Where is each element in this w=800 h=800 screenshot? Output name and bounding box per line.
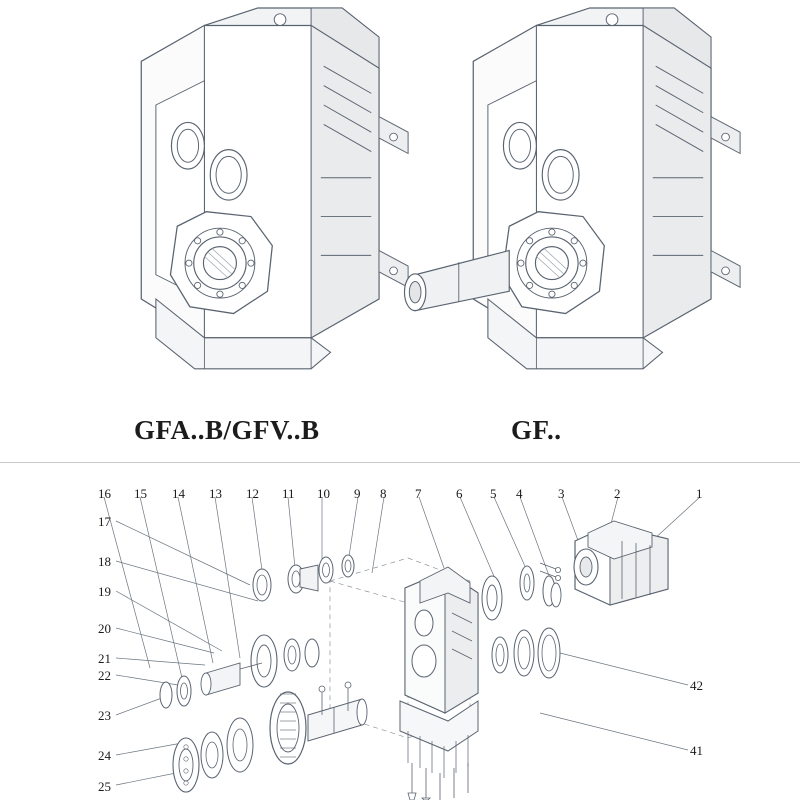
input-shaft-parts [253,555,354,601]
callout-16: 16 [98,486,111,501]
callout-42: 42 [690,678,703,693]
callout-1: 1 [696,486,703,501]
right-gear-unit [404,8,740,369]
seal-and-bearing-parts [482,563,561,678]
callout-22: 22 [98,668,111,683]
callout-5: 5 [490,486,497,501]
callout-7: 7 [415,486,422,501]
left-gear-unit [141,8,408,369]
callout-15: 15 [134,486,147,501]
caption-right-unit: GF.. [511,415,562,445]
fastener-parts [408,763,468,800]
callout-2: 2 [614,486,621,501]
callout-24: 24 [98,748,111,763]
callout-10: 10 [317,486,330,501]
callout-4: 4 [516,486,523,501]
callout-11: 11 [282,486,295,501]
callout-12: 12 [246,486,259,501]
callout-6: 6 [456,486,463,501]
callout-19: 19 [98,584,111,599]
callout-9: 9 [354,486,361,501]
callout-23: 23 [98,708,111,723]
motor-adapter-part [574,521,668,605]
housing-part [400,567,478,778]
caption-left-unit: GFA..B/GFV..B [134,415,320,445]
callout-20: 20 [98,621,111,636]
callout-3: 3 [558,486,565,501]
callout-25: 25 [98,779,111,794]
exploded-view-pane [0,463,800,800]
callout-18: 18 [98,554,111,569]
callout-13: 13 [209,486,222,501]
callout-8: 8 [380,486,387,501]
exploded-view-drawing [0,463,800,800]
callout-14: 14 [172,486,185,501]
callout-21: 21 [98,651,111,666]
callout-17: 17 [98,514,111,529]
output-gear-parts [173,682,367,792]
callout-41: 41 [690,743,703,758]
